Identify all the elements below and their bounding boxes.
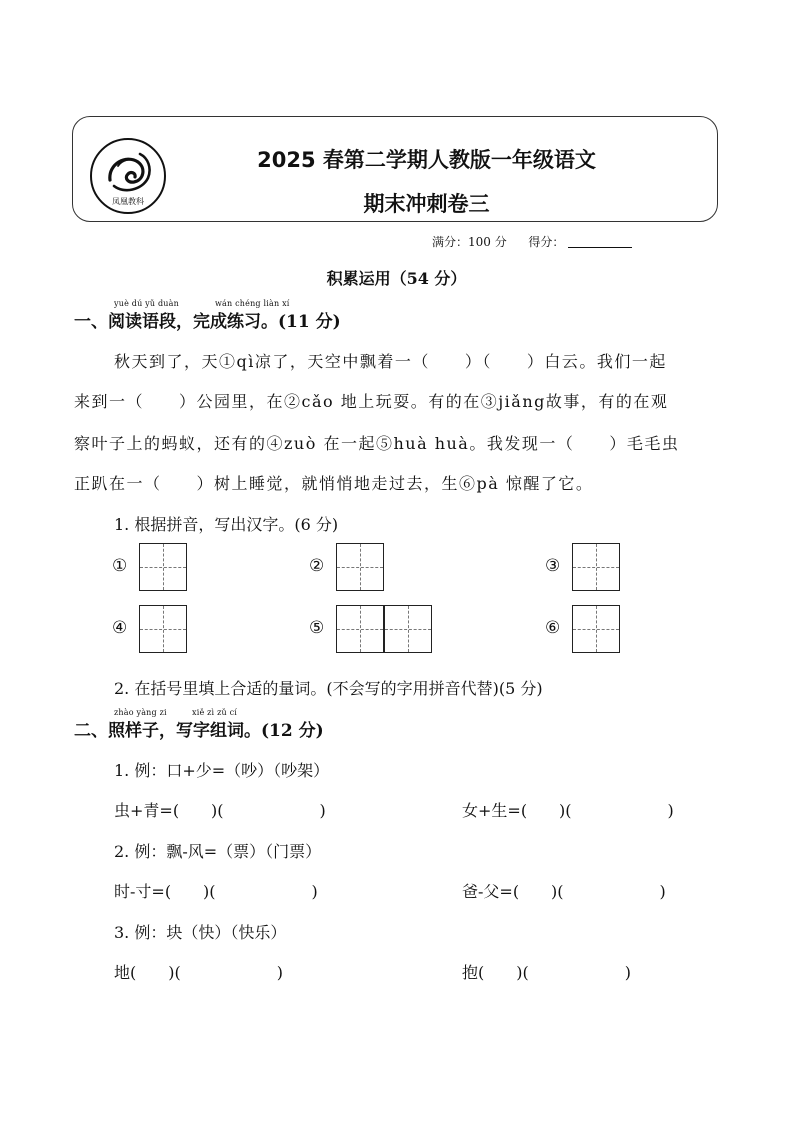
q1-sub2: 2. 在括号里填上合适的量词。(不会写的字用拼音代替)(5 分) bbox=[114, 679, 543, 698]
q2-heading: 二、照样子，写字组词。(12 分) bbox=[74, 721, 324, 741]
writing-grid-1[interactable] bbox=[139, 543, 187, 591]
score-line bbox=[432, 233, 632, 250]
q2-example-3: 3. 例：块（快）（快乐） bbox=[114, 923, 287, 942]
q2-item-1-left[interactable]: 虫+青=( )( ) bbox=[114, 801, 326, 820]
q1-pinyin-reading: yuè dú yǔ duàn bbox=[114, 299, 179, 308]
section-title: 积累运用（54 分） bbox=[326, 269, 467, 288]
full-score-label: 满分：100 分 bbox=[432, 235, 507, 249]
q2-item-2-left[interactable]: 时-寸=( )( ) bbox=[114, 882, 318, 901]
q2-example-2: 2. 例：飘-风=（票）（门票） bbox=[114, 842, 322, 861]
writing-grid-5a[interactable] bbox=[336, 605, 384, 653]
q2-example-1: 1. 例：口+少=（吵）（吵架） bbox=[114, 761, 330, 780]
grid-label-2: ② bbox=[309, 556, 325, 576]
q2-pinyin-example: zhào yàng zi bbox=[114, 708, 167, 717]
q2-item-3-right[interactable]: 抱( )( ) bbox=[462, 963, 631, 982]
q2-item-2-right[interactable]: 爸-父=( )( ) bbox=[462, 882, 666, 901]
passage-line-1: 秋天到了，天①qì凉了，天空中飘着一（ ）（ ）白云。我们一起 bbox=[114, 352, 667, 371]
exam-title: 2025 春第二学期人教版一年级语文 bbox=[257, 148, 596, 172]
score-blank[interactable] bbox=[568, 235, 632, 248]
writing-grid-6[interactable] bbox=[572, 605, 620, 653]
grid-label-6: ⑥ bbox=[545, 618, 561, 638]
writing-grid-3[interactable] bbox=[572, 543, 620, 591]
q1-sub1: 1. 根据拼音，写出汉字。(6 分) bbox=[114, 515, 339, 534]
grid-label-5: ⑤ bbox=[309, 618, 325, 638]
svg-text:凤凰教科: 凤凰教科 bbox=[112, 197, 144, 206]
q1-pinyin-complete: wán chéng liàn xí bbox=[215, 299, 290, 308]
q2-pinyin-write: xiě zì zǔ cí bbox=[192, 708, 238, 717]
passage-line-3: 察叶子上的蚂蚁，还有的④zuò 在一起⑤huà huà。我发现一（ ）毛毛虫 bbox=[74, 434, 680, 453]
exam-subtitle: 期末冲刺卷三 bbox=[363, 192, 490, 216]
writing-grid-2[interactable] bbox=[336, 543, 384, 591]
grid-label-1: ① bbox=[112, 556, 128, 576]
passage-line-2: 来到一（ ）公园里，在②cǎo 地上玩耍。有的在③jiǎng故事，有的在观 bbox=[74, 392, 669, 411]
q1-heading: 一、阅读语段，完成练习。(11 分) bbox=[74, 312, 341, 332]
q2-item-1-right[interactable]: 女+生=( )( ) bbox=[462, 801, 674, 820]
passage-line-4: 正趴在一（ ）树上睡觉，就悄悄地走过去，生⑥pà 惊醒了它。 bbox=[74, 474, 594, 493]
q2-item-3-left[interactable]: 地( )( ) bbox=[114, 963, 283, 982]
writing-grid-4[interactable] bbox=[139, 605, 187, 653]
writing-grid-5b[interactable] bbox=[384, 605, 432, 653]
score-label: 得分： bbox=[528, 235, 565, 249]
grid-label-3: ③ bbox=[545, 556, 561, 576]
grid-label-4: ④ bbox=[112, 618, 128, 638]
